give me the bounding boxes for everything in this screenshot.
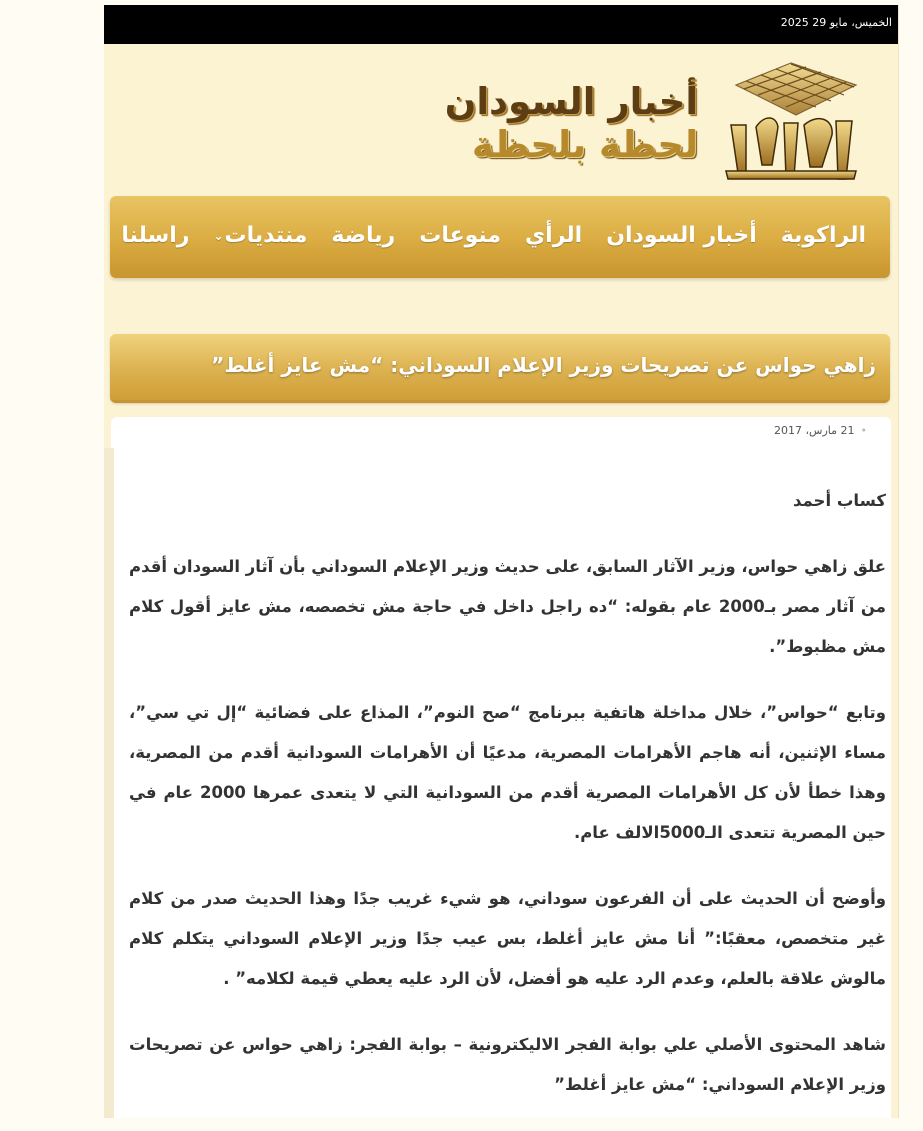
site-logo-text[interactable]: [445, 81, 698, 166]
rakoba-logo-icon[interactable]: [716, 55, 866, 187]
logo-line-2: لحظة بلحظة: [471, 122, 698, 166]
nav-item-contact[interactable]: راسلنا: [121, 223, 190, 248]
article-date: 21 مارس، 2017: [773, 424, 855, 437]
page-frame: [104, 5, 899, 1118]
article-meta: [774, 424, 867, 437]
logo-line-1: أخبار السودان: [444, 80, 698, 123]
chevron-down-icon: ⌄: [213, 229, 224, 243]
side-shadow: [104, 448, 114, 1118]
nav-item-misc[interactable]: منوعات: [419, 223, 502, 248]
nav-item-rakoba[interactable]: الراكوبة: [780, 223, 866, 248]
main-nav: [110, 196, 890, 278]
nav-item-sports[interactable]: رياضة: [331, 223, 396, 248]
current-date: الخميس، مايو 29 2025: [780, 16, 892, 29]
article-content: [111, 417, 891, 1118]
nav-item-sudan-news[interactable]: أخبار السودان: [606, 223, 757, 248]
article-title-bar: [110, 334, 890, 403]
bullet-icon: •: [860, 424, 867, 437]
nav-item-forums[interactable]: [201, 223, 319, 248]
article-body: [129, 481, 886, 1131]
article-author: كساب أحمد: [792, 491, 886, 510]
top-bar: [104, 5, 898, 44]
article-title: زاهي حواس عن تصريحات وزير الإعلام السوداني: “مش عايز أغلط”: [211, 353, 876, 377]
article-paragraph: علق زاهي حواس، وزير الآثار السابق، على حديث وزير الإعلام السوداني بأن آثار السودان أقدم من آثار مصر بـ2000 عام بقوله: “ده راجل داخل في حاجة مش تخصصه، مش عايز أقول كلام مش مظبوط”.: [129, 557, 886, 656]
article-paragraph: شاهد المحتوى الأصلي علي بوابة الفجر الاليكترونية – بوابة الفجر: زاهي حواس عن تصريحات وزير الإعلام السوداني: “مش عايز أغلط”: [129, 1035, 886, 1094]
article-paragraph: وأوضح أن الحديث على أن الفرعون سوداني، هو شيء غريب جدًا وهذا الحديث صدر من كلام غير متخصص، معقبًا:” أنا مش عايز أغلط، بس عيب جدًا وزير الإعلام السوداني يتكلم كلام مالوش علاقة بالعلم، وعدم الرد عليه هو أفضل، لأن الرد عليه يعطي قيمة لكلامه” .: [129, 889, 886, 988]
article-paragraph: وتابع “حواس”، خلال مداخلة هاتفية ببرنامج “صح النوم”، المذاع على فضائية “إل تي سي”، مساء الإثنين، أنه هاجم الأهرامات المصرية، مدعيًا أن الأهرامات السودانية أقدم من المصرية، وهذا خطأ لأن كل الأهرامات المصرية أقدم من السودانية التي لا يتعدى عمرها 2000 عام في حين المصرية تتعدى الـ5000الالف عام.: [129, 703, 886, 842]
nav-item-forums-label: منتديات: [224, 223, 308, 248]
nav-item-opinion[interactable]: الرأي: [525, 223, 583, 248]
